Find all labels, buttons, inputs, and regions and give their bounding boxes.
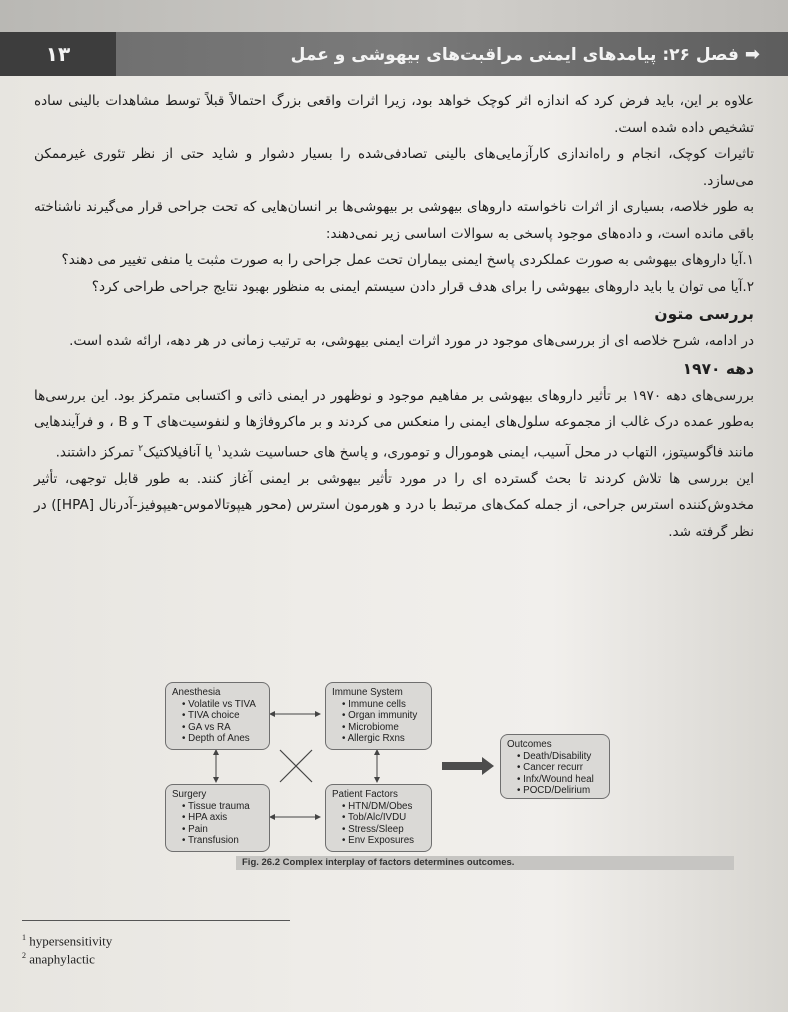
page-number: ۱۳ bbox=[0, 32, 116, 76]
box-anesthesia-item: • Depth of Anes bbox=[182, 733, 263, 745]
chapter-arrow-icon: ➡ bbox=[744, 44, 760, 65]
figure-caption: Fig. 26.2 Complex interplay of factors determines outcomes. bbox=[242, 857, 515, 868]
box-anesthesia-item: • GA vs RA bbox=[182, 722, 263, 734]
box-anesthesia bbox=[165, 682, 270, 750]
box-outcomes-title: Outcomes bbox=[507, 739, 552, 750]
paragraph-4: در ادامه، شرح خلاصه ای از بررسی‌های موجود در مورد اثرات ایمنی بیهوشی، به ترتیب زمانی در هر دهه، ارائه شده است. bbox=[69, 333, 754, 349]
box-outcomes-item: • POCD/Delirium bbox=[517, 785, 603, 797]
box-immune-item: • Microbiome bbox=[342, 722, 425, 734]
footnotes bbox=[22, 930, 112, 967]
question-1: ۱.آیا داروهای بیهوشی به صورت عملکردی پاسخ ایمنی بیماران تحت عمل جراحی را به صورت مثبت یا منفی تغییر می دهند؟ bbox=[61, 252, 754, 268]
box-patient-title: Patient Factors bbox=[332, 789, 398, 800]
box-patient-item: • Stress/Sleep bbox=[342, 824, 425, 836]
box-surgery-item: • HPA axis bbox=[182, 812, 263, 824]
question-2: ۲.آیا می توان یا باید داروهای بیهوشی را برای هدف قرار دادن سیستم ایمنی به منظور بهبود نتایج جراحی طراحی کرد؟ bbox=[91, 278, 754, 295]
footnote-1-num: 1 bbox=[22, 933, 26, 942]
box-immune-title: Immune System bbox=[332, 687, 403, 698]
box-anesthesia-item: • TIVA choice bbox=[182, 710, 263, 722]
box-patient-item: • HTN/DM/Obes bbox=[342, 801, 425, 813]
box-immune-item: • Allergic Rxns bbox=[342, 733, 425, 745]
box-surgery-item: • Pain bbox=[182, 824, 263, 836]
footnote-ref-1[interactable]: ۱ bbox=[216, 443, 222, 454]
box-outcomes-item: • Infx/Wound heal bbox=[517, 774, 603, 786]
box-surgery bbox=[165, 784, 270, 852]
box-immune-item: • Immune cells bbox=[342, 699, 425, 711]
footnote-2-num: 2 bbox=[22, 951, 26, 961]
body-text bbox=[34, 88, 754, 545]
footnote-2 bbox=[22, 948, 112, 966]
box-outcomes-item: • Death/Disability bbox=[517, 751, 603, 763]
footnote-divider bbox=[22, 920, 290, 921]
figure-26-2 bbox=[0, 670, 788, 880]
box-immune-system bbox=[325, 682, 432, 750]
section-heading-literature: بررسی متون bbox=[654, 305, 754, 323]
footnote-1 bbox=[22, 930, 112, 948]
box-surgery-item: • Transfusion bbox=[182, 835, 263, 847]
chapter-title bbox=[240, 44, 760, 65]
section-heading-1970s: دهه ۱۹۷۰ bbox=[682, 359, 754, 378]
box-anesthesia-title: Anesthesia bbox=[172, 687, 221, 698]
footnote-1-text: hypersensitivity bbox=[29, 933, 113, 949]
paragraph-1: علاوه بر این، باید فرض کرد که اندازه اثر کوچک خواهد بود، زیرا اثرات واقعی بزرگ احتمالاً قبلاً توسط مشاهدات بالینی ساده تشخیص داده شده است. bbox=[34, 93, 754, 136]
header-top-band bbox=[0, 0, 788, 32]
footnote-2-text: anaphylactic bbox=[29, 951, 95, 967]
paragraph-5-text: بررسی‌های دهه ۱۹۷۰ بر تأثیر داروهای بیهوشی بر مفاهیم موجود و نوظهور در ایمنی ذاتی و اکتسابی متمرکز بود. این بررسی‌ها به‌طور عمده درک غالب از مجموعه سلول‌های ایمنی را منعکس می کردند و بر ماکروفاژها و لنفوسیت‌های T و B ، و فرآیندهایی مانند فاگوسیتوز، التهاب در محل آسیب، ایمنی هومورال و توموری، و پاسخ های حساسیت شدید bbox=[34, 387, 754, 461]
box-patient-factors bbox=[325, 784, 432, 852]
box-surgery-item: • Tissue trauma bbox=[182, 801, 263, 813]
box-patient-item: • Env Exposures bbox=[342, 835, 425, 847]
paragraph-6: این بررسی ها تلاش کردند تا بحث گسترده ای را در مورد تأثیر بیهوشی بر ایمنی آغاز کنند. به طور قابل توجهی، تأثیر مخدوش‌کننده استرس جراحی، از جمله کمک‌های مرتبط با درد و هورمون استرس (محور هیپوتالاموس-هیپوفیز-آدرنال [HPA]) در نظر گرفته شد. bbox=[34, 470, 755, 540]
paragraph-2: تاثیرات کوچک، انجام و راه‌اندازی کارآزمایی‌های بالینی تصادفی‌شده را بسیار دشوار و شاید حتی از نظر تئوری غیرممکن می‌سازد. bbox=[34, 146, 754, 189]
box-surgery-title: Surgery bbox=[172, 789, 207, 800]
box-outcomes-item: • Cancer recurr bbox=[517, 762, 603, 774]
box-anesthesia-item: • Volatile vs TIVA bbox=[182, 699, 263, 711]
box-immune-item: • Organ immunity bbox=[342, 710, 425, 722]
paragraph-3: به طور خلاصه، بسیاری از اثرات ناخواسته داروهای بیهوشی بر بیهوشی‌ها بر انسان‌هایی که تحت جراحی قرار می‌گیرند ناشناخته باقی مانده است، و داده‌های موجود پاسخی به سوالات اساسی زیر نمی‌دهند: bbox=[34, 199, 754, 242]
chapter-title-text: فصل ۲۶: پیامدهای ایمنی مراقبت‌های بیهوشی و عمل bbox=[290, 45, 739, 65]
footnote-ref-2[interactable]: ۲ bbox=[138, 443, 144, 454]
box-patient-item: • Tob/Alc/IVDU bbox=[342, 812, 425, 824]
paragraph-5 bbox=[34, 383, 754, 466]
paragraph-5-mid: یا آنافیلاکتیک bbox=[143, 444, 217, 461]
box-outcomes bbox=[500, 734, 610, 799]
paragraph-5-end: تمرکز داشتند. bbox=[55, 444, 139, 461]
